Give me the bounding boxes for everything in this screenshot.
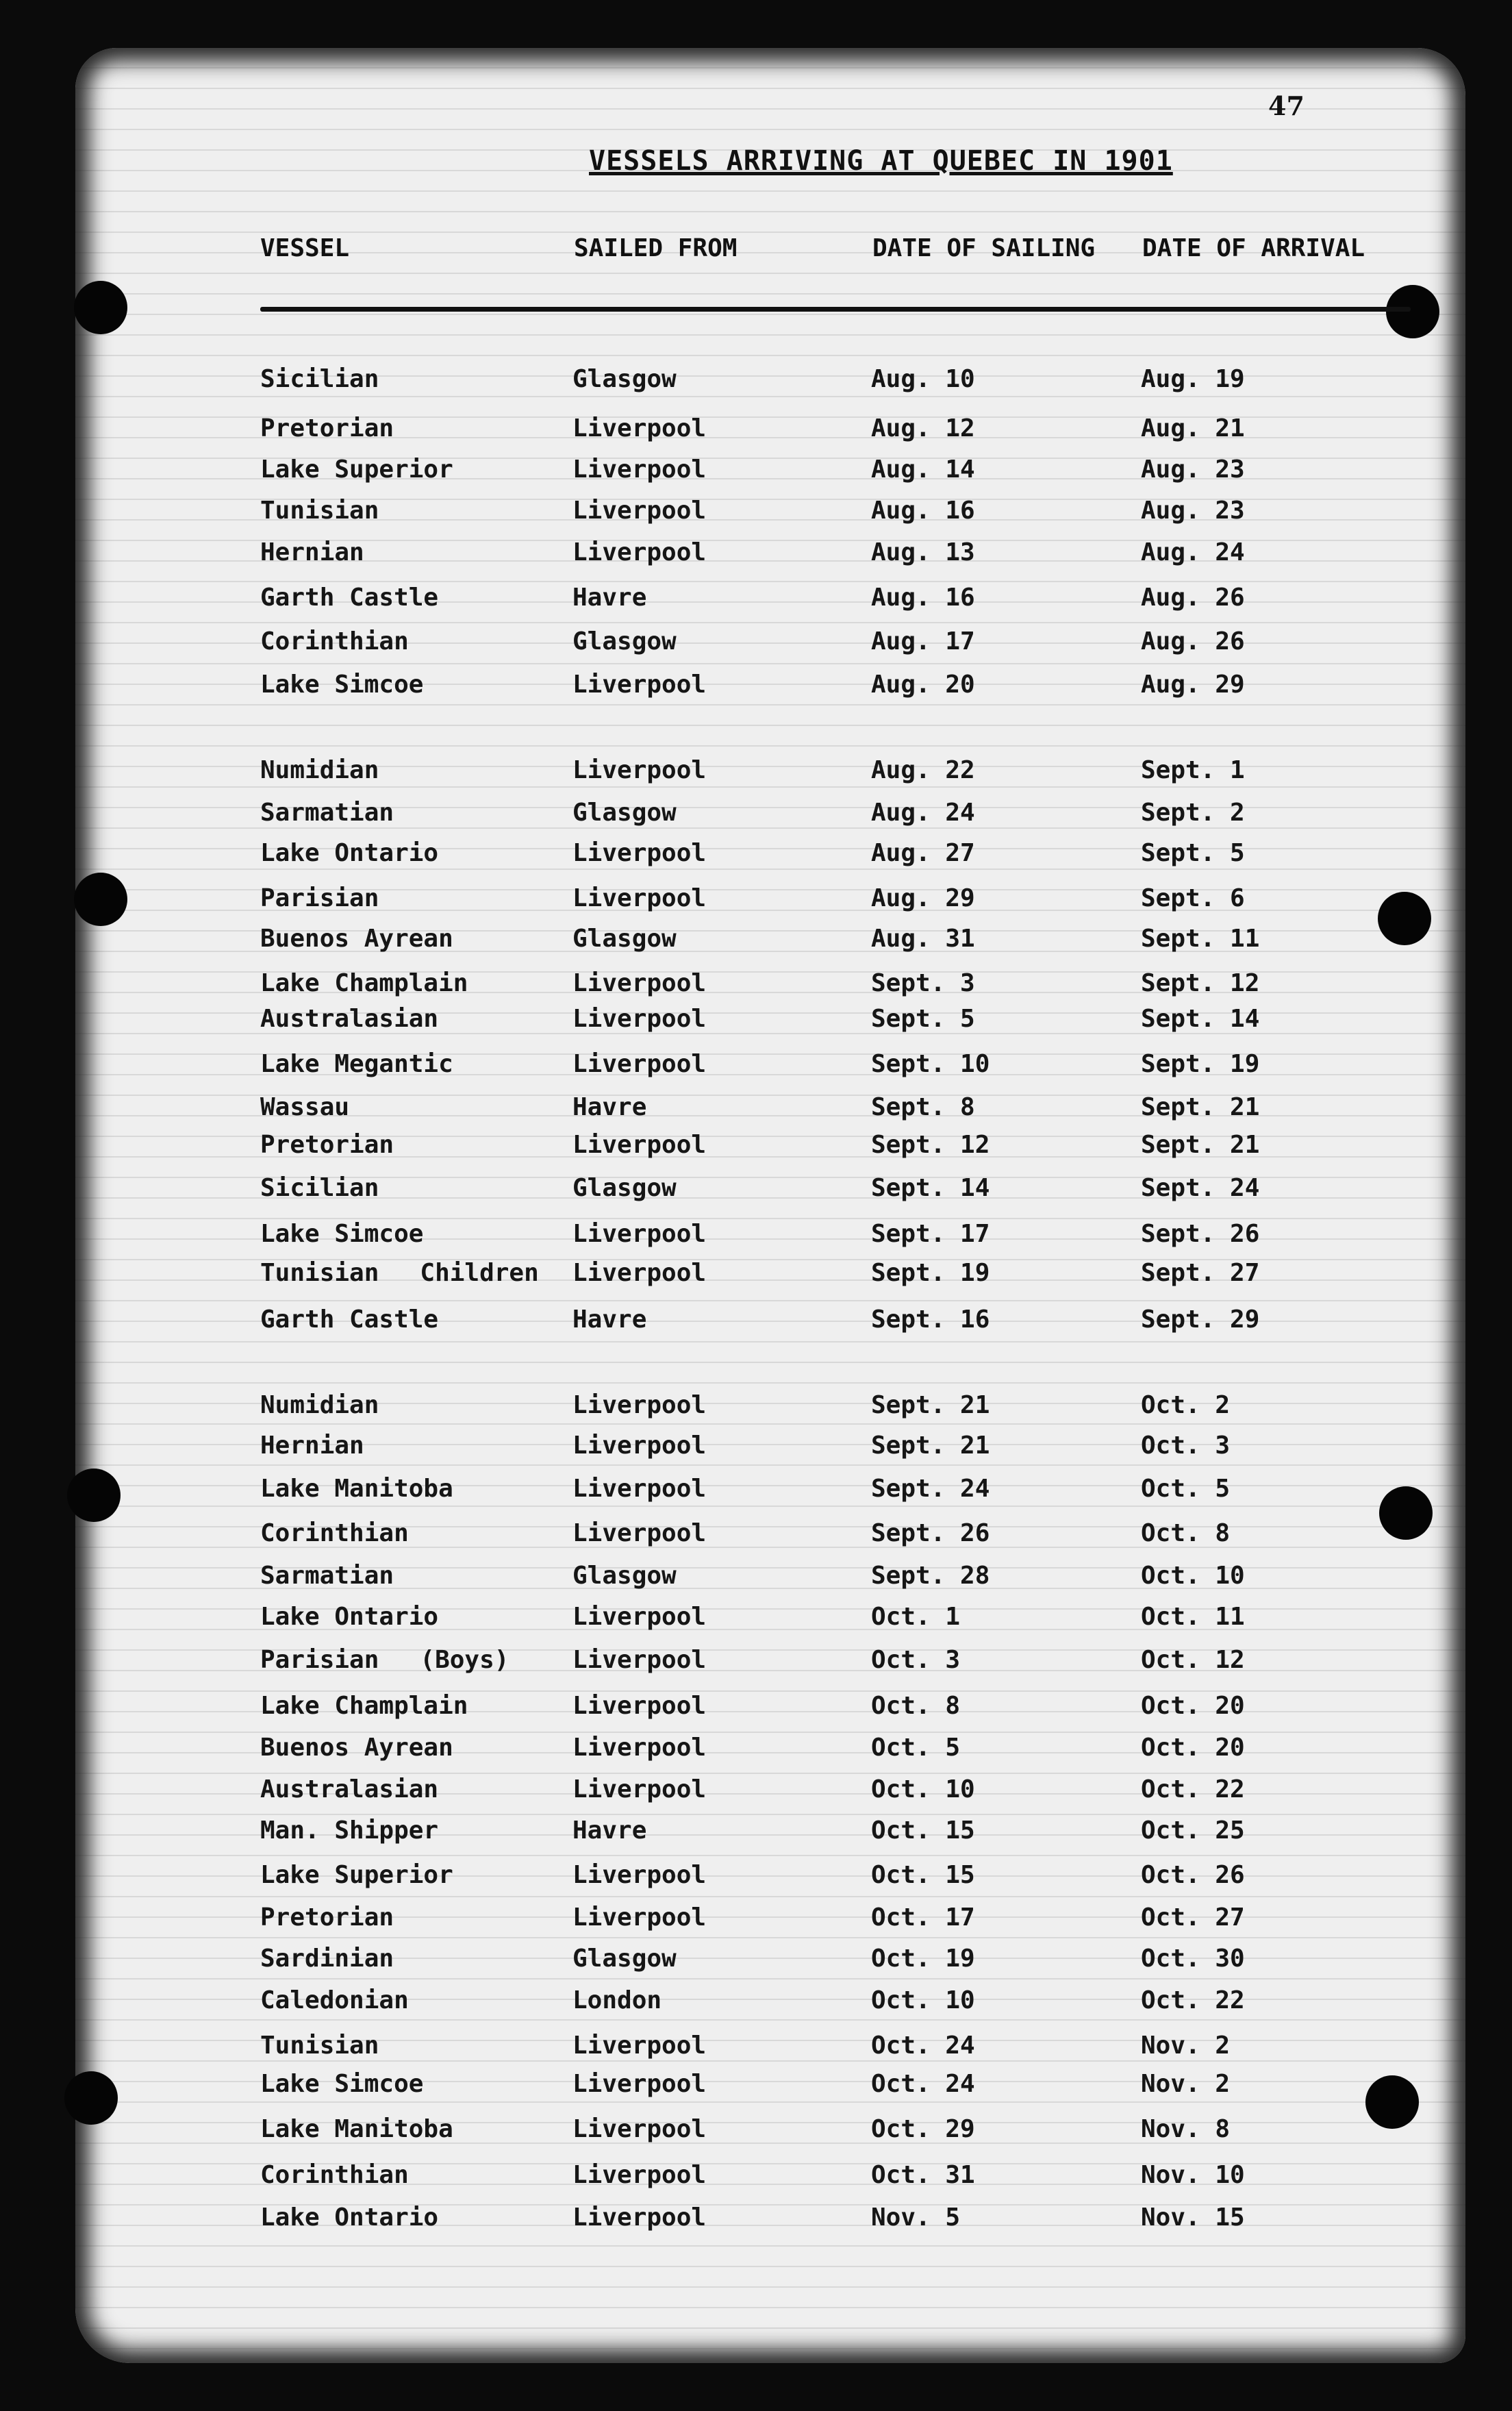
sailed-from-cell: Glasgow <box>572 925 677 953</box>
vessel-name <box>260 1692 468 1720</box>
date-of-arrival-cell: Aug. 26 <box>1141 627 1245 655</box>
date-of-arrival-cell: Aug. 26 <box>1141 584 1245 612</box>
date-of-sailing-cell: Sept. 10 <box>871 1050 990 1078</box>
vessel-name-text: Tunisian <box>260 497 379 525</box>
vessel-name <box>260 1174 379 1202</box>
date-of-arrival-cell: Oct. 22 <box>1141 1775 1245 1803</box>
vessel-name-text: Pretorian <box>260 1903 394 1932</box>
sailed-from-cell: London <box>572 1986 662 2014</box>
vessel-name-text: Lake Simcoe <box>260 671 424 699</box>
table-row <box>0 2032 1512 2066</box>
sailed-from-cell: Glasgow <box>572 1174 677 1202</box>
date-of-sailing-cell: Sept. 12 <box>871 1131 990 1159</box>
sailed-from-cell: Liverpool <box>572 839 707 867</box>
table-row <box>0 1603 1512 1637</box>
date-of-arrival-cell: Nov. 10 <box>1141 2161 1245 2189</box>
date-of-arrival-cell: Nov. 2 <box>1141 2070 1231 2098</box>
vessel-name <box>260 1093 349 1121</box>
vessel-name-text: Pretorian <box>260 414 394 442</box>
column-header-vessel: VESSEL <box>260 234 350 262</box>
date-of-sailing-cell: Oct. 5 <box>871 1734 961 1762</box>
date-of-arrival-cell: Sept. 24 <box>1141 1174 1260 1202</box>
vessel-name-text: Garth Castle <box>260 584 439 612</box>
sailed-from-cell: Liverpool <box>572 1131 707 1159</box>
sailed-from-cell: Liverpool <box>572 1603 707 1631</box>
date-of-sailing-cell: Aug. 14 <box>871 455 975 484</box>
date-of-sailing-cell: Oct. 15 <box>871 1816 975 1845</box>
table-row <box>0 1903 1512 1938</box>
sailed-from-cell: Liverpool <box>572 1646 707 1674</box>
date-of-arrival-cell: Aug. 29 <box>1141 671 1245 699</box>
table-row <box>0 1775 1512 1810</box>
vessel-name <box>260 1391 379 1419</box>
sailed-from-cell: Liverpool <box>572 1903 707 1932</box>
table-row <box>0 1432 1512 1466</box>
vessel-name-text: Corinthian <box>260 1519 409 1547</box>
sailed-from-cell: Glasgow <box>572 1945 677 1973</box>
table-row <box>0 1562 1512 1596</box>
table-row <box>0 2161 1512 2195</box>
date-of-arrival-cell: Sept. 1 <box>1141 756 1245 784</box>
date-of-sailing-cell: Aug. 29 <box>871 884 975 912</box>
vessel-name-text: Numidian <box>260 1391 379 1419</box>
date-of-arrival-cell: Oct. 20 <box>1141 1692 1245 1720</box>
date-of-sailing-cell: Aug. 27 <box>871 839 975 867</box>
date-of-sailing-cell: Aug. 16 <box>871 497 975 525</box>
vessel-name <box>260 455 453 484</box>
date-of-sailing-cell: Aug. 31 <box>871 925 975 953</box>
vessel-name <box>260 1519 409 1547</box>
vessel-name-text: Buenos Ayrean <box>260 925 453 953</box>
table-row <box>0 1861 1512 1895</box>
date-of-arrival-cell: Oct. 22 <box>1141 1986 1245 2014</box>
vessel-name <box>260 1220 423 1248</box>
date-of-sailing-cell: Sept. 3 <box>871 969 975 997</box>
page-number: 47 <box>1268 90 1305 121</box>
date-of-sailing-cell: Sept. 24 <box>871 1475 990 1503</box>
date-of-arrival-cell: Oct. 27 <box>1141 1903 1245 1932</box>
table-row <box>0 2203 1512 2238</box>
sailed-from-cell: Havre <box>572 1306 647 1334</box>
vessel-name <box>260 1131 394 1159</box>
sailed-from-cell: Liverpool <box>572 1519 707 1547</box>
vessel-name-text: Numidian <box>260 756 379 784</box>
sailed-from-cell: Liverpool <box>572 1734 707 1762</box>
date-of-arrival-cell: Oct. 5 <box>1141 1475 1231 1503</box>
vessel-name <box>260 1816 438 1845</box>
vessel-name-text: Parisian <box>260 1646 379 1674</box>
sailed-from-cell: Liverpool <box>572 1391 707 1419</box>
sailed-from-cell: Liverpool <box>572 414 707 442</box>
sailed-from-cell: Havre <box>572 1093 647 1121</box>
date-of-sailing-cell: Sept. 5 <box>871 1005 975 1033</box>
date-of-arrival-cell: Aug. 21 <box>1141 414 1245 442</box>
vessel-name <box>260 2032 379 2060</box>
vessel-name-text: Lake Champlain <box>260 1692 468 1720</box>
date-of-arrival-cell: Sept. 26 <box>1141 1220 1260 1248</box>
table-row <box>0 925 1512 959</box>
date-of-sailing-cell: Oct. 29 <box>871 2115 975 2143</box>
sailed-from-cell: Liverpool <box>572 1475 707 1503</box>
date-of-arrival-cell: Aug. 23 <box>1141 455 1245 484</box>
date-of-arrival-cell: Sept. 19 <box>1141 1050 1260 1078</box>
date-of-arrival-cell: Aug. 23 <box>1141 497 1245 525</box>
vessel-name-text: Sarmatian <box>260 799 394 827</box>
sailed-from-cell: Glasgow <box>572 365 677 393</box>
vessel-name <box>260 1903 394 1932</box>
table-row <box>0 627 1512 662</box>
vessel-name-text: Lake Megantic <box>260 1050 453 1078</box>
vessel-name-text: Man. Shipper <box>260 1816 439 1845</box>
table-row <box>0 756 1512 790</box>
sailed-from-cell: Liverpool <box>572 1692 707 1720</box>
date-of-sailing-cell: Oct. 15 <box>871 1861 975 1889</box>
table-row <box>0 414 1512 449</box>
date-of-sailing-cell: Sept. 28 <box>871 1562 990 1590</box>
date-of-sailing-cell: Aug. 20 <box>871 671 975 699</box>
vessel-name-text: Australasian <box>260 1775 439 1803</box>
table-row <box>0 1986 1512 2021</box>
vessel-name <box>260 2161 409 2189</box>
vessel-name-text: Sardinian <box>260 1945 394 1973</box>
sailed-from-cell: Liverpool <box>572 884 707 912</box>
column-header-date-of-sailing: DATE OF SAILING <box>872 234 1096 262</box>
date-of-arrival-cell: Oct. 30 <box>1141 1945 1245 1973</box>
vessel-name <box>260 2115 453 2143</box>
vessel-name <box>260 365 379 393</box>
vessel-name-text: Sicilian <box>260 365 379 393</box>
vessel-name-text: Corinthian <box>260 2161 409 2189</box>
date-of-sailing-cell: Sept. 19 <box>871 1259 990 1287</box>
vessel-name <box>260 1259 539 1287</box>
column-header-date-of-arrival: DATE OF ARRIVAL <box>1142 234 1365 262</box>
date-of-sailing-cell: Aug. 16 <box>871 584 975 612</box>
table-row <box>0 1391 1512 1425</box>
vessel-name <box>260 497 379 525</box>
date-of-sailing-cell: Sept. 21 <box>871 1391 990 1419</box>
date-of-sailing-cell: Aug. 12 <box>871 414 975 442</box>
table-row <box>0 884 1512 919</box>
date-of-sailing-cell: Aug. 24 <box>871 799 975 827</box>
vessel-name <box>260 1050 453 1078</box>
sailed-from-cell: Liverpool <box>572 1861 707 1889</box>
table-row <box>0 455 1512 490</box>
table-row <box>0 2070 1512 2104</box>
table-row <box>0 1005 1512 1039</box>
vessel-name <box>260 799 394 827</box>
vessel-note: Children <box>420 1259 539 1287</box>
table-row <box>0 799 1512 833</box>
sailed-from-cell: Liverpool <box>572 538 707 566</box>
vessel-name-text: Lake Ontario <box>260 1603 439 1631</box>
table-row <box>0 365 1512 399</box>
vessel-name-text: Hernian <box>260 538 364 566</box>
date-of-arrival-cell: Oct. 20 <box>1141 1734 1245 1762</box>
date-of-arrival-cell: Sept. 14 <box>1141 1005 1260 1033</box>
sailed-from-cell: Liverpool <box>572 1432 707 1460</box>
sailed-from-cell: Liverpool <box>572 2161 707 2189</box>
date-of-arrival-cell: Nov. 15 <box>1141 2203 1245 2232</box>
vessel-name-text: Pretorian <box>260 1131 394 1159</box>
table-row <box>0 1093 1512 1127</box>
table-row <box>0 1692 1512 1726</box>
date-of-sailing-cell: Sept. 14 <box>871 1174 990 1202</box>
vessel-name <box>260 884 379 912</box>
table-row <box>0 1259 1512 1293</box>
date-of-arrival-cell: Sept. 2 <box>1141 799 1245 827</box>
vessel-name <box>260 1562 394 1590</box>
vessel-name <box>260 925 453 953</box>
vessel-name <box>260 1734 453 1762</box>
table-row <box>0 1220 1512 1254</box>
date-of-sailing-cell: Oct. 10 <box>871 1986 975 2014</box>
date-of-arrival-cell: Sept. 12 <box>1141 969 1260 997</box>
date-of-sailing-cell: Aug. 10 <box>871 365 975 393</box>
date-of-arrival-cell: Sept. 5 <box>1141 839 1245 867</box>
vessel-name <box>260 1945 394 1973</box>
table-row <box>0 538 1512 573</box>
date-of-arrival-cell: Sept. 29 <box>1141 1306 1260 1334</box>
date-of-sailing-cell: Sept. 8 <box>871 1093 975 1121</box>
sailed-from-cell: Liverpool <box>572 2203 707 2232</box>
vessel-name-text: Lake Superior <box>260 455 453 484</box>
table-row <box>0 1816 1512 1851</box>
vessel-name <box>260 1306 438 1334</box>
date-of-sailing-cell: Sept. 26 <box>871 1519 990 1547</box>
date-of-sailing-cell: Oct. 10 <box>871 1775 975 1803</box>
table-row <box>0 1734 1512 1768</box>
sailed-from-cell: Liverpool <box>572 756 707 784</box>
vessel-name-text: Sicilian <box>260 1174 379 1202</box>
table-row <box>0 1519 1512 1553</box>
sailed-from-cell: Glasgow <box>572 627 677 655</box>
vessel-name <box>260 1986 409 2014</box>
date-of-arrival-cell: Sept. 11 <box>1141 925 1260 953</box>
vessel-name-text: Wassau <box>260 1093 350 1121</box>
sailed-from-cell: Havre <box>572 584 647 612</box>
vessel-name <box>260 1646 509 1674</box>
date-of-arrival-cell: Oct. 11 <box>1141 1603 1245 1631</box>
sailed-from-cell: Liverpool <box>572 497 707 525</box>
vessel-name-text: Caledonian <box>260 1986 409 2014</box>
vessel-name-text: Tunisian <box>260 1259 379 1287</box>
table-row <box>0 1131 1512 1165</box>
date-of-sailing-cell: Sept. 16 <box>871 1306 990 1334</box>
vessel-name-text: Australasian <box>260 1005 439 1033</box>
table-row <box>0 1306 1512 1340</box>
sailed-from-cell: Liverpool <box>572 1259 707 1287</box>
sailed-from-cell: Liverpool <box>572 2115 707 2143</box>
sailed-from-cell: Liverpool <box>572 671 707 699</box>
date-of-sailing-cell: Aug. 13 <box>871 538 975 566</box>
sailed-from-cell: Liverpool <box>572 1050 707 1078</box>
table-row <box>0 969 1512 1003</box>
table-row <box>0 839 1512 873</box>
vessel-name <box>260 671 423 699</box>
date-of-sailing-cell: Sept. 21 <box>871 1432 990 1460</box>
date-of-arrival-cell: Sept. 21 <box>1141 1093 1260 1121</box>
vessel-name-text: Corinthian <box>260 627 409 655</box>
vessel-name <box>260 627 409 655</box>
date-of-sailing-cell: Nov. 5 <box>871 2203 961 2232</box>
vessel-name-text: Lake Superior <box>260 1861 453 1889</box>
vessel-name <box>260 1775 438 1803</box>
table-row <box>0 1646 1512 1680</box>
vessel-name <box>260 584 438 612</box>
table-row <box>0 497 1512 531</box>
table-row <box>0 671 1512 705</box>
date-of-sailing-cell: Oct. 24 <box>871 2032 975 2060</box>
vessel-name-text: Parisian <box>260 884 379 912</box>
vessel-name <box>260 1432 364 1460</box>
vessel-name <box>260 2203 438 2232</box>
vessel-name-text: Buenos Ayrean <box>260 1734 453 1762</box>
sailed-from-cell: Liverpool <box>572 1775 707 1803</box>
vessel-name <box>260 756 379 784</box>
date-of-arrival-cell: Nov. 2 <box>1141 2032 1231 2060</box>
page-title: VESSELS ARRIVING AT QUEBEC IN 1901 <box>589 145 1173 177</box>
vessel-name-text: Lake Ontario <box>260 2203 439 2232</box>
sailed-from-cell: Glasgow <box>572 1562 677 1590</box>
vessel-name-text: Hernian <box>260 1432 364 1460</box>
vessel-note: (Boys) <box>420 1646 509 1674</box>
vessel-name <box>260 414 394 442</box>
sailed-from-cell: Liverpool <box>572 2070 707 2098</box>
date-of-sailing-cell: Oct. 19 <box>871 1945 975 1973</box>
date-of-arrival-cell: Oct. 2 <box>1141 1391 1231 1419</box>
vessel-name <box>260 1603 438 1631</box>
table-row <box>0 1050 1512 1084</box>
date-of-arrival-cell: Oct. 26 <box>1141 1861 1245 1889</box>
vessel-name-text: Lake Champlain <box>260 969 468 997</box>
date-of-sailing-cell: Oct. 8 <box>871 1692 961 1720</box>
table-row <box>0 584 1512 618</box>
vessel-name <box>260 839 438 867</box>
sailed-from-cell: Liverpool <box>572 455 707 484</box>
table-row <box>0 1945 1512 1979</box>
vessel-name-text: Sarmatian <box>260 1562 394 1590</box>
vessel-name-text: Garth Castle <box>260 1306 439 1334</box>
sailed-from-cell: Glasgow <box>572 799 677 827</box>
sailed-from-cell: Liverpool <box>572 1220 707 1248</box>
date-of-sailing-cell: Oct. 1 <box>871 1603 961 1631</box>
table-row <box>0 1174 1512 1208</box>
date-of-arrival-cell: Sept. 27 <box>1141 1259 1260 1287</box>
vessel-name <box>260 1005 438 1033</box>
date-of-arrival-cell: Oct. 3 <box>1141 1432 1231 1460</box>
date-of-arrival-cell: Oct. 12 <box>1141 1646 1245 1674</box>
date-of-arrival-cell: Oct. 25 <box>1141 1816 1245 1845</box>
vessel-name-text: Lake Manitoba <box>260 1475 453 1503</box>
date-of-sailing-cell: Oct. 24 <box>871 2070 975 2098</box>
vessel-name <box>260 969 468 997</box>
date-of-arrival-cell: Sept. 6 <box>1141 884 1245 912</box>
date-of-arrival-cell: Aug. 24 <box>1141 538 1245 566</box>
date-of-sailing-cell: Aug. 22 <box>871 756 975 784</box>
vessel-name-text: Lake Manitoba <box>260 2115 453 2143</box>
vessel-name-text: Lake Simcoe <box>260 2070 424 2098</box>
vessel-name <box>260 1475 453 1503</box>
date-of-arrival-cell: Aug. 19 <box>1141 365 1245 393</box>
vessel-name <box>260 2070 423 2098</box>
column-header-sailed-from: SAILED FROM <box>574 234 738 262</box>
sailed-from-cell: Liverpool <box>572 969 707 997</box>
vessel-name <box>260 538 364 566</box>
date-of-sailing-cell: Oct. 31 <box>871 2161 975 2189</box>
date-of-sailing-cell: Sept. 17 <box>871 1220 990 1248</box>
date-of-arrival-cell: Oct. 10 <box>1141 1562 1245 1590</box>
date-of-sailing-cell: Aug. 17 <box>871 627 975 655</box>
table-row <box>0 2115 1512 2149</box>
date-of-arrival-cell: Sept. 21 <box>1141 1131 1260 1159</box>
date-of-sailing-cell: Oct. 3 <box>871 1646 961 1674</box>
date-of-arrival-cell: Nov. 8 <box>1141 2115 1231 2143</box>
vessel-name-text: Lake Simcoe <box>260 1220 424 1248</box>
date-of-sailing-cell: Oct. 17 <box>871 1903 975 1932</box>
vessel-name-text: Tunisian <box>260 2032 379 2060</box>
sailed-from-cell: Liverpool <box>572 2032 707 2060</box>
vessel-name <box>260 1861 453 1889</box>
sailed-from-cell: Liverpool <box>572 1005 707 1033</box>
sailed-from-cell: Havre <box>572 1816 647 1845</box>
table-row <box>0 1475 1512 1509</box>
vessel-name-text: Lake Ontario <box>260 839 439 867</box>
date-of-arrival-cell: Oct. 8 <box>1141 1519 1231 1547</box>
